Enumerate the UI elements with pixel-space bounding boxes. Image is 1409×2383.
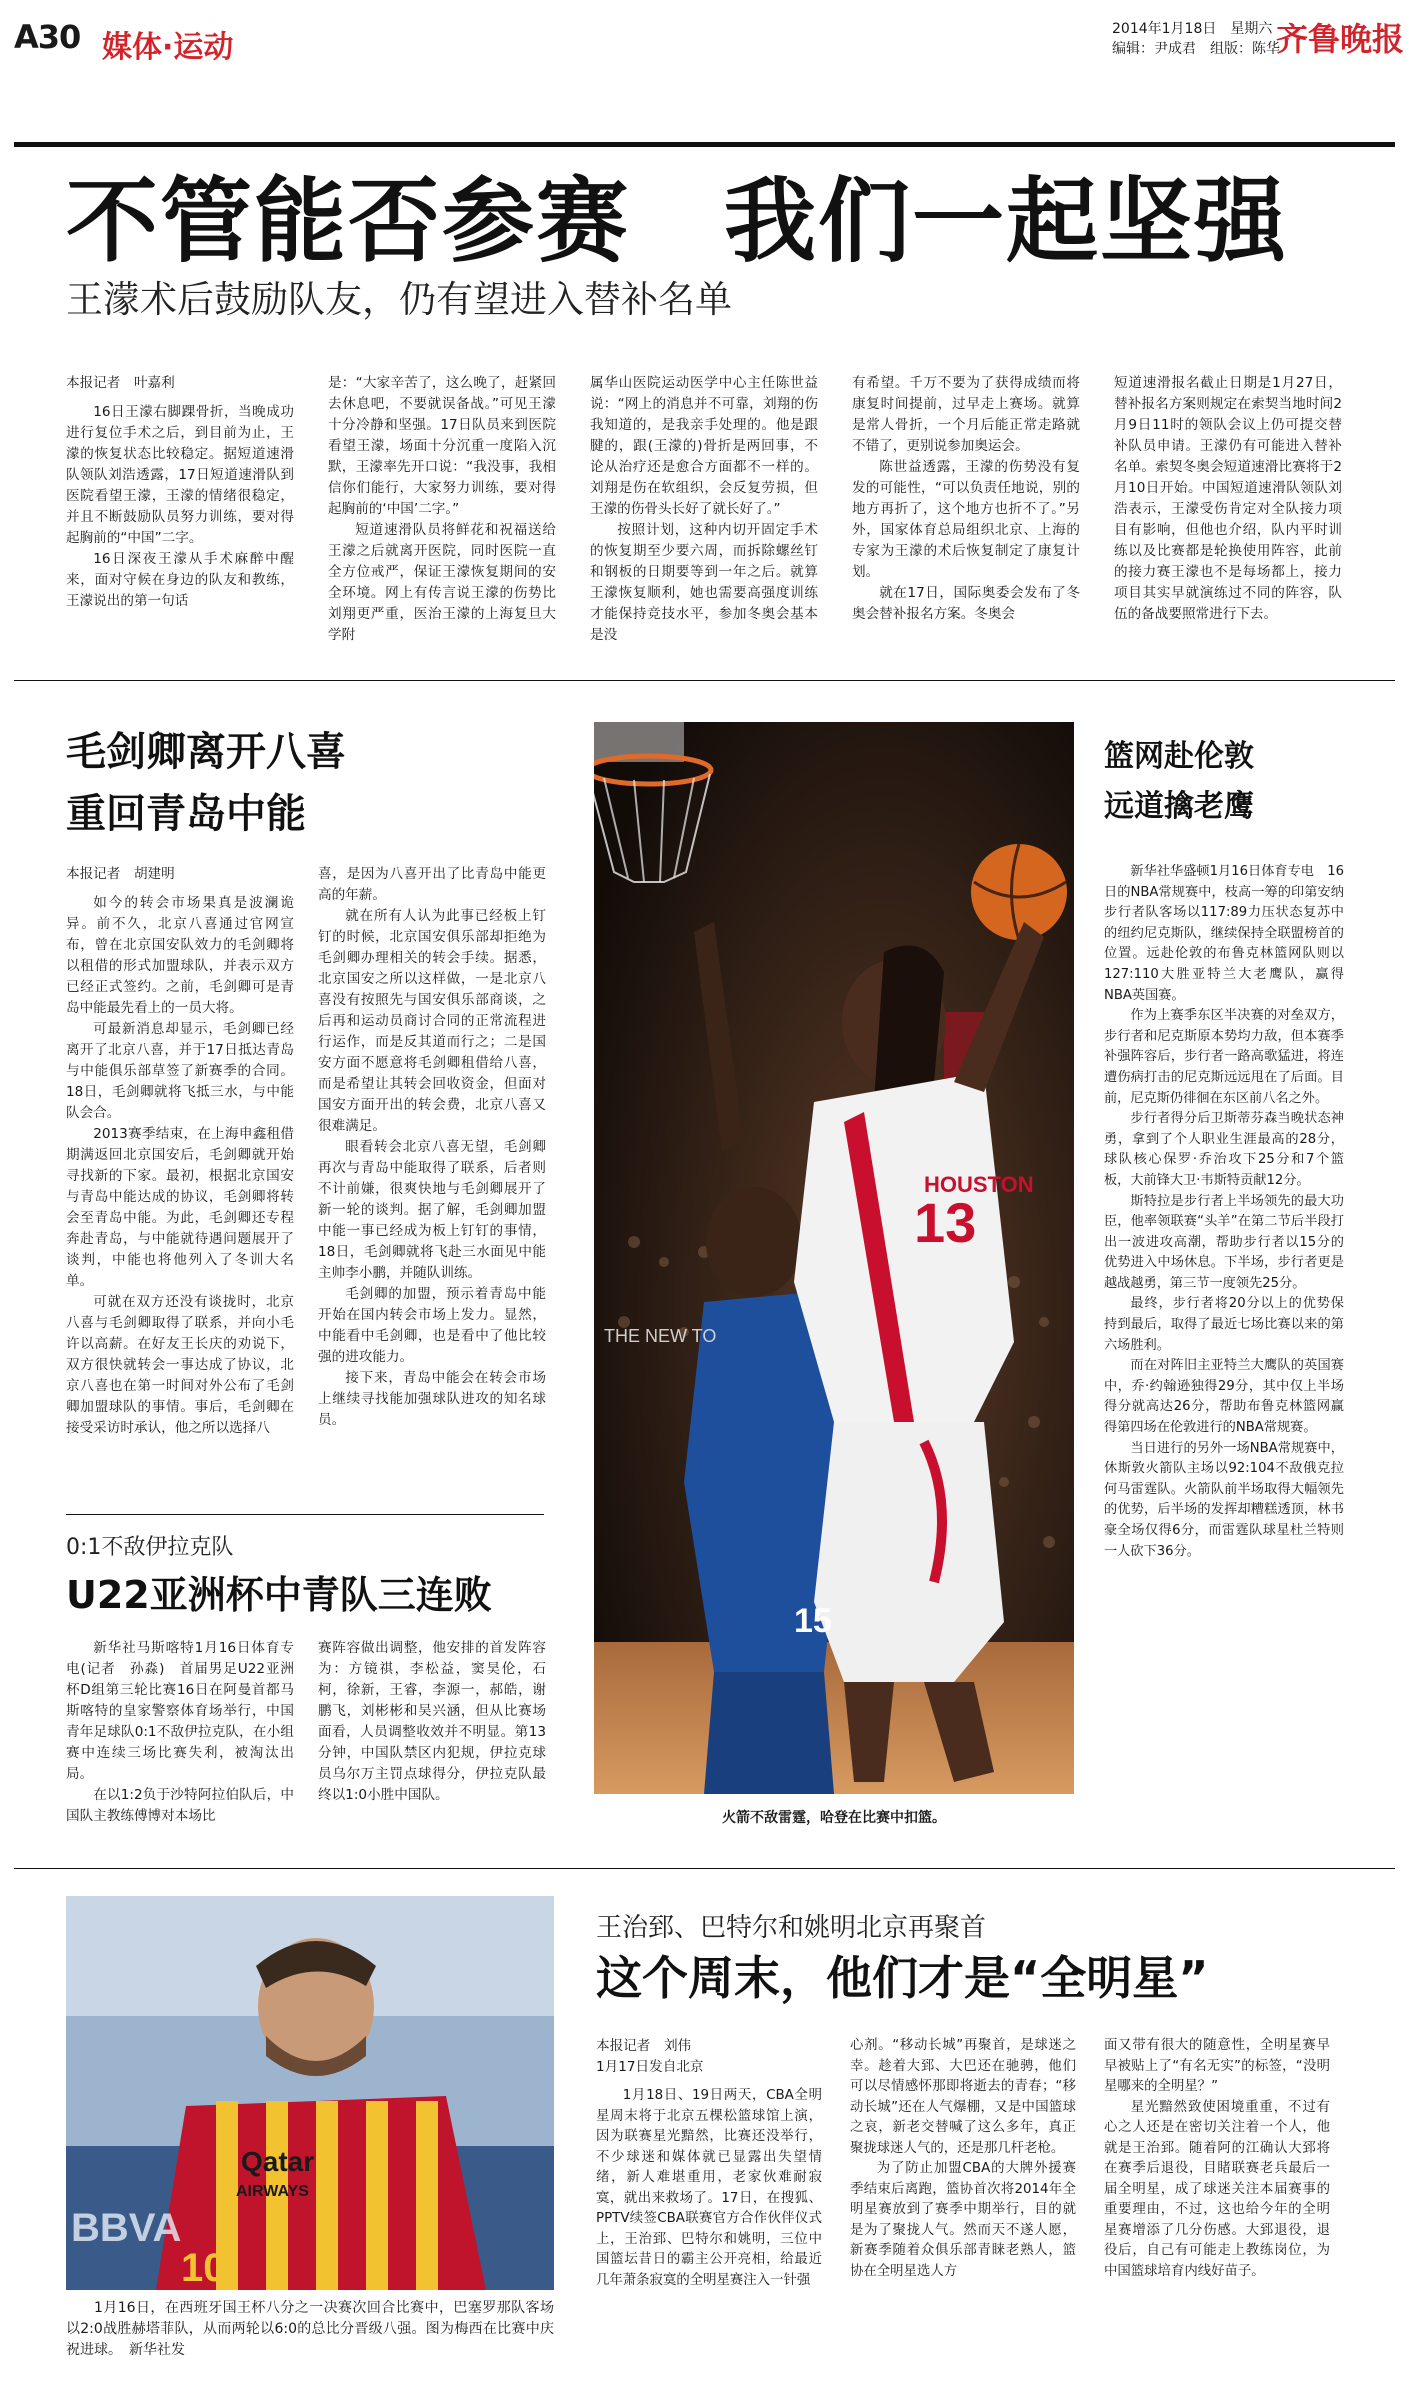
- lead-paragraph: 陈世益透露，王濛的伤势没有复发的可能性，“可以负责任地说，别的地方再折了，这个地方也折不了。”另外，国家体育总局组织北京、上海的专家为王濛的术后恢复制定了康复计划。: [852, 459, 1080, 580]
- mao-paragraph: 2013赛季结束，在上海申鑫租借期满返回北京国安后，毛剑卿就开始寻找新的下家。最初，根据北京国安与青岛中能达成的协议，毛剑卿将转会至青岛中能。为此，毛剑卿还专程奔赴青岛，与中能就待遇问题展开了谈判，中能也将他列入了冬训大名单。: [66, 1126, 294, 1289]
- messi-photo: [66, 1896, 554, 2290]
- section-label: 媒体·运动: [102, 30, 234, 65]
- lead-paragraph: 有希望。千万不要为了获得成绩而将康复时间提前，过早走上赛场。就算是常人骨折，一个月后能正常走路就不错了，更别说参加奥运会。: [852, 375, 1080, 454]
- mao-column-1: [66, 864, 294, 1439]
- allstar-paragraph: 1月18日、19日两天，CBA全明星周末将于北京五棵松篮球馆上演，因为联赛星光黯然，比赛还没举行，不少球迷和媒体就已显露出失望情绪，新人难堪重用，老家伙难耐寂寞，就出来救场了。17日，在搜狐、PPTV续签CBA联赛官方合作伙伴仪式上，王治郅、巴特尔和姚明，三位中国篮坛昔日的霸主公开亮相，给最近几年萧条寂寞的全明星赛注入一针强: [596, 2088, 822, 2288]
- nets-paragraph: 当日进行的另外一场NBA常规赛中，休斯敦火箭队主场以92:104不敌俄克拉何马雷霆队。火箭队前半场取得大幅领先的优势，后半场的发挥却糟糕透顶，林书豪全场仅得6分，而雷霆队球星杜兰特则一人砍下36分。: [1104, 1440, 1344, 1559]
- mao-headline-line2: 重回青岛中能: [66, 791, 306, 837]
- photo-text-jersey-13: 13: [914, 1191, 977, 1254]
- mao-paragraph: 可最新消息却显示，毛剑卿已经离开了北京八喜，并于17日抵达青岛与中能俱乐部草签了新赛季的合同。18日，毛剑卿就将飞抵三水，与中能队会合。: [66, 1021, 294, 1121]
- allstar-paragraph: 心剂。“移动长城”再聚首，是球迷之幸。趁着大郅、大巴还在驰骋，他们可以尽情感怀那即将逝去的青春；“移动长城”还在人气爆棚，又是中国篮球之哀，新老交替喊了这么多年，真正聚拢球迷人气的，还是那几杆老枪。: [850, 2038, 1076, 2156]
- allstar-paragraph: 为了防止加盟CBA的大牌外援赛季结束后离跑，篮协首次将2014年全明星赛放到了赛季中期举行，目的就是为了聚拢人气。然而天不遂人愿，新赛季随着众俱乐部青睐老熟人，篮协在全明星选人方: [850, 2161, 1076, 2279]
- lead-column-4: [852, 373, 1080, 625]
- allstar-dateline: 1月17日发自北京: [596, 2059, 704, 2075]
- u22-column-1: [66, 1638, 294, 1827]
- mao-paragraph: 可就在双方还没有谈拢时，北京八喜与毛剑卿取得了联系，并向小毛许以高薪。在好友王长庆的劝说下，双方很快就转会一事达成了协议，北京八喜也在第一时间对外公布了毛剑卿加盟球队的事情。事后，毛剑卿在接受采访时承认，他之所以选择八: [66, 1294, 294, 1436]
- mao-paragraph: 眼看转会北京八喜无望，毛剑卿再次与青岛中能取得了联系，后者则不计前嫌，很爽快地与毛剑卿展开了新一轮的谈判。据了解，毛剑卿加盟中能一事已经成为板上钉钉的事情，18日，毛剑卿就将飞赴三水面见中能主帅李小鹏，并随队训练。: [318, 1139, 546, 1281]
- masthead-rule: [14, 142, 1395, 147]
- paper-name-logo: 齐鲁晚报: [1276, 20, 1405, 58]
- u22-headline: U22亚洲杯中青队三连败: [66, 1573, 492, 1617]
- allstar-kicker: 王治郅、巴特尔和姚明北京再聚首: [596, 1913, 987, 1943]
- lead-column-5: [1114, 373, 1342, 625]
- editors-line: 编辑：尹成君 组版：陈华: [1112, 41, 1280, 57]
- nets-paragraph: 最终，步行者将20分以上的优势保持到最后，取得了最近七场比赛以来的第六场胜利。: [1104, 1296, 1344, 1353]
- nets-column: [1104, 862, 1344, 1562]
- messi-photo-text-number: 10: [181, 2246, 226, 2290]
- lead-paragraph: 按照计划，这种内切开固定手术的恢复期至少要六周，而拆除螺丝钉和钢板的日期要等到一年之后。就算王濛恢复顺利，她也需要高强度训练才能保持竞技水平，参加冬奥会基本是没: [590, 522, 818, 643]
- nets-paragraph: 新华社华盛顿1月16日体育专电 16日的NBA常规赛中，枝高一筹的印第安纳步行者队客场以117:89力压状态复苏中的纽约尼克斯队，继续保持全联盟榜首的位置。远赴伦敦的布鲁克林篮网队则以127:110大胜亚特兰大老鹰队，赢得NBA英国赛。: [1104, 864, 1344, 1003]
- mao-paragraph: 接下来，青岛中能会在转会市场上继续寻找能加强球队进攻的知名球员。: [318, 1370, 546, 1428]
- middle-rule: [14, 1868, 1395, 1869]
- u22-paragraph: 在以1:2负于沙特阿拉伯队后，中国队主教练傅博对本场比: [66, 1787, 294, 1824]
- u22-paragraph: 赛阵容做出调整，他安排的首发阵容为：方镜祺，李松益，窦昊伦，石柯，徐新，王睿，李源一，郝皓，谢鹏飞，刘彬彬和吴兴涵，但从比赛场面看，人员调整收效并不明显。第13分钟，中国队禁区内犯规，伊拉克球员乌尔万主罚点球得分，伊拉克队最终以1:0小胜中国队。: [318, 1640, 546, 1803]
- messi-photo-text-qatar: Qatar: [241, 2146, 315, 2177]
- messi-photo-text-bbva: BBVA: [71, 2206, 182, 2250]
- nets-paragraph: 斯特拉是步行者上半场领先的最大功臣，他率领联赛“头羊”在第二节后半段打出一波进攻高潮，帮助步行者以15分的优势进入中场休息。下半场，步行者更是越战越勇，第三节一度领先25分。: [1104, 1193, 1344, 1291]
- lead-paragraph: 是：“大家辛苦了，这么晚了，赶紧回去休息吧，不要就误备战。”可见王濛十分冷静和坚强。17日队员来到医院看望王濛，场面十分沉重一度陷入沉默，王濛率先开口说：“我没事，我相信你们能行，大家努力训练，要对得起胸前的‘中国’二字。”: [328, 375, 556, 517]
- rockets-photo-caption: 火箭不敌雷霆，哈登在比赛中扣篮。: [722, 1810, 946, 1826]
- nets-headline-line2: 远道擒老鹰: [1104, 789, 1254, 824]
- lead-paragraph: 短道速滑报名截止日期是1月27日，替补报名方案则规定在索契当地时间2月9日11时的领队会议上仍可提交替补队员申请。王濛仍有可能进入替补名单。索契冬奥会短道速滑比赛将于2月10日开始。中国短道速滑队领队刘浩表示，王濛受伤肯定对全队接力项目有影响，但他也介绍，队内平时训练以及比赛都是轮换使用阵容，此前的接力赛王濛也不是每场都上，接力项目其实早就演练过不同的阵容，队伍的备战要照常进行下去。: [1114, 375, 1342, 622]
- lead-paragraph: 16日王濛右脚踝骨折，当晚成功进行复位手术之后，到目前为止，王濛的恢复状态比较稳定。据短道速滑队领队刘浩透露，17日短道速滑队到医院看望王濛，王濛的情绪很稳定，并且不断鼓励队员努力训练，要对得起胸前的“中国”二字。: [66, 404, 294, 546]
- mao-paragraph: 喜，是因为八喜开出了比青岛中能更高的年薪。: [318, 866, 546, 903]
- messi-caption-text: 1月16日，在西班牙国王杯八分之一决赛次回合比赛中，巴塞罗那队客场以2:0战胜赫塔菲队，从而两轮以6:0的总比分晋级八强。图为梅西在比赛中庆祝进球。 新华社发: [66, 2300, 554, 2358]
- u22-column-2: [318, 1638, 546, 1806]
- photo-text-jersey-15: 15: [794, 1602, 832, 1640]
- mao-paragraph: 如今的转会市场果真是波澜诡异。前不久，北京八喜通过官网宣布，曾在北京国安队效力的毛剑卿将以租借的形式加盟球队，并表示双方已经正式签约。之前，毛剑卿可是青岛中能最先看上的一员大将。: [66, 895, 294, 1016]
- allstar-byline: 本报记者 刘伟: [596, 2038, 692, 2054]
- lead-paragraph: 16日深夜王濛从手术麻醉中醒来，面对守候在身边的队友和教练，王濛说出的第一句话: [66, 551, 294, 609]
- nets-paragraph: 作为上赛季东区半决赛的对垒双方，步行者和尼克斯原本势均力敌，但本赛季补强阵容后，步行者一路高歌猛进，将连遭伤病打击的尼克斯远远甩在了后面。目前，尼克斯仍徘徊在东区前八名之外。: [1104, 1008, 1344, 1106]
- allstar-paragraph: 星光黯然致使困境重重，不过有心之人还是在密切关注着一个人，他就是王治郅。随着阿的江确认大郅将在赛季后退役，目睹联赛老兵最后一届全明星，成了球迷关注本届赛事的重要理由，不过，这也给今年的全明星赛增添了几分伤感。大郅退役，退役后，自己有可能走上教练岗位，为中国篮球培育内线好苗子。: [1104, 2099, 1330, 2279]
- rockets-thunder-photo: [594, 722, 1074, 1794]
- lead-column-1: [66, 373, 294, 612]
- mao-bottom-rule: [66, 1514, 544, 1515]
- lead-paragraph: 属华山医院运动医学中心主任陈世益说：“网上的消息并不可靠，刘翔的伤我知道的，是我亲手处理的。他是跟腱的，跟(王濛的)骨折是两回事，不论从治疗还是愈合方面都不一样的。刘翔是伤在软组织，会反复劳损，但王濛的伤骨头长好了就长好了。”: [590, 375, 818, 517]
- page-number: A30: [14, 18, 81, 56]
- allstar-column-1: [596, 2036, 822, 2291]
- date-line: 2014年1月18日 星期六: [1112, 21, 1273, 37]
- u22-paragraph: 新华社马斯喀特1月16日体育专电(记者 孙淼) 首届男足U22亚洲杯D组第三轮比赛16日在阿曼首都马斯喀特的皇家警察体育场举行，中国青年足球队0:1不敌伊拉克队，在小组赛中连续三场比赛失利，被淘汰出局。: [66, 1640, 294, 1782]
- nets-paragraph: 而在对阵旧主亚特兰大鹰队的英国赛中，乔·约翰逊独得29分，其中仅上半场得分就高达26分，帮助布鲁克林篮网赢得第四场在伦敦进行的NBA常规赛。: [1104, 1358, 1344, 1436]
- u22-kicker: 0:1不敌伊拉克队: [66, 1535, 234, 1560]
- nets-headline-line1: 篮网赴伦敦: [1104, 739, 1254, 774]
- mao-byline: 本报记者 胡建明: [66, 866, 175, 882]
- messi-photo-text-airways: AIRWAYS: [236, 2183, 309, 2200]
- nets-paragraph: 步行者得分后卫斯蒂芬森当晚状态神勇，拿到了个人职业生涯最高的28分，球队核心保罗·乔治攻下25分和7个篮板，大前锋大卫·韦斯特贡献12分。: [1104, 1111, 1344, 1188]
- lead-bottom-rule: [14, 680, 1395, 681]
- allstar-column-2: [850, 2036, 1076, 2282]
- lead-paragraph: 短道速滑队员将鲜花和祝福送给王濛之后就离开医院，同时医院一直全方位戒严，保证王濛恢复期间的安全环境。网上有传言说王濛的伤势比刘翔更严重，医治王濛的上海复旦大学附: [328, 522, 556, 643]
- allstar-headline: 这个周末，他们才是“全明星”: [596, 1951, 1209, 2005]
- lead-column-2: [328, 373, 556, 646]
- allstar-paragraph: 面又带有很大的随意性，全明星赛早早被贴上了“有名无实”的标签，“没明星哪来的全明星？”: [1104, 2038, 1330, 2094]
- mao-headline-line1: 毛剑卿离开八喜: [66, 729, 346, 775]
- lead-paragraph: 就在17日，国际奥委会发布了冬奥会替补报名方案。冬奥会: [852, 585, 1080, 622]
- lead-byline: 本报记者 叶嘉利: [66, 375, 175, 391]
- messi-photo-caption: [66, 2298, 554, 2361]
- mao-column-2: [318, 864, 546, 1431]
- photo-text-houston: HOUSTON: [924, 1172, 1034, 1197]
- lead-column-3: [590, 373, 818, 646]
- lead-subhead: 王濛术后鼓励队友，仍有望进入替补名单: [66, 278, 732, 321]
- mao-paragraph: 毛剑卿的加盟，预示着青岛中能开始在国内转会市场上发力。显然，中能看中毛剑卿，也是看中了他比较强的进攻能力。: [318, 1286, 546, 1365]
- photo-text-sign: THE NEW TO: [604, 1326, 717, 1346]
- lead-headline: 不管能否参赛 我们一起坚强: [66, 168, 1289, 275]
- allstar-column-3: [1104, 2036, 1330, 2282]
- mao-paragraph: 就在所有人认为此事已经板上钉钉的时候，北京国安俱乐部却拒绝为毛剑卿办理相关的转会手续。据悉，北京国安之所以这样做，一是北京八喜没有按照先与国安俱乐部商谈，之后再和运动员商讨合同的正常流程进行运作，而是反其道而行之；二是国安方面不愿意将毛剑卿租借给八喜，而是希望让其转会回收资金，但面对国安方面开出的转会费，北京八喜又很难满足。: [318, 908, 546, 1134]
